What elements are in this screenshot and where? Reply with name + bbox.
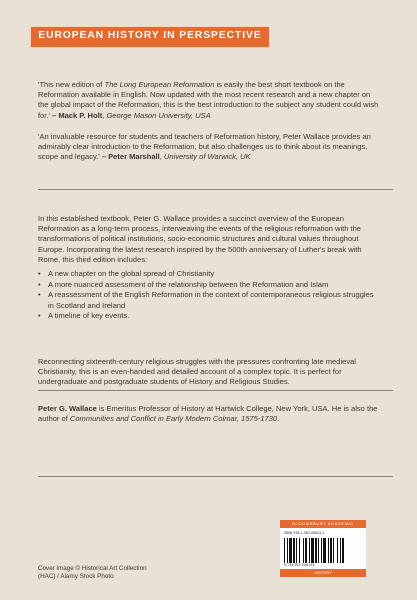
divider: [38, 476, 393, 477]
list-item: • A more nuanced assessment of the relationship between the Reformation and Islam: [38, 280, 381, 290]
quote1-attribution-name: – Mack P. Holt: [52, 110, 103, 120]
barcode-box: [280, 528, 366, 569]
list-item: • A reassessment of the English Reformation in the context of contemporaneous religious struggles in Scotland and Ireland: [38, 290, 381, 310]
quote2-attribution-name: – Peter Marshall: [101, 152, 160, 162]
book-description: In this established textbook, Peter G. Wallace provides a succinct overview of the European Reformation as a long-term process, interweaving the events of the religious reformation with the transformations of political institutions, socio-economic structures and cultural values throughout Europe. Incorporating the latest research inspired by the 500th anniversary of Luther's break with Rome, this third edition includes: • A new chapter on the global spread of Christianity • A more nuanced assessment of the relationship between the Reformation and Islam • A reassessment of the English Reformation in the context of contemporaneous religious struggles in Scotland and Ireland • A timeline of key events.: [38, 214, 381, 322]
barcode-number: 9 781352 006131: [284, 563, 315, 567]
author-bio: Peter G. Wallace is Emeritus Professor of History at Hartwick College, New York, USA. He is also the author of Communities and Conflict in Early Modern Colmar, 1575-1730.: [38, 404, 378, 424]
summary-paragraph: Reconnecting sixteenth-century religious struggles with the pressures confronting late medieval Christianity, this is an even-handed and detailed account of a complex topic. It is perfect for undergraduate and postgraduate students of History and Religious Studies.: [38, 357, 356, 387]
cover-credit: Cover image © Historical Art Collection (HAC) / Alamy Stock Photo: [38, 565, 147, 580]
feature-list: [38, 269, 381, 322]
endorsement-quote-1: 'This new edition of The Long European Reformation is easily the best short textbook on the Reformation available in English. Now updated with the most recent research and a new chapter on the global impact of the Reformation, this is the best introduction to the subject any student could wish for.' – Mack P. Holt, George Mason University, USA: [38, 80, 379, 120]
series-banner: [30, 26, 270, 48]
divider: [38, 189, 393, 190]
subject-label: HISTORY: [280, 569, 366, 577]
series-title: EUROPEAN HISTORY IN PERSPECTIVE: [38, 30, 262, 41]
author-name: Peter G. Wallace: [38, 404, 97, 413]
quote1-attribution-org: George Mason University, USA: [106, 110, 211, 120]
publisher-barcode-block: [280, 520, 366, 577]
barcode-icon: [284, 538, 362, 563]
list-item: • A new chapter on the global spread of Christianity: [38, 269, 381, 279]
quote2-attribution-org: University of Warwick, UK: [163, 152, 251, 162]
publisher-band: BLOOMSBURY ACADEMIC: [280, 520, 366, 528]
divider: [38, 390, 393, 391]
list-item: • A timeline of key events.: [38, 311, 381, 321]
endorsement-quote-2: 'An invaluable resource for students and teachers of Reformation history, Peter Wallace provides an admirably clear introduction to the Reformation, but also challenges us to think about its meanings, scope and legacy.' – Peter Marshall, University of Warwick, UK: [38, 132, 371, 162]
isbn-label: ISBN 978-1-352-00613-1: [284, 531, 325, 535]
